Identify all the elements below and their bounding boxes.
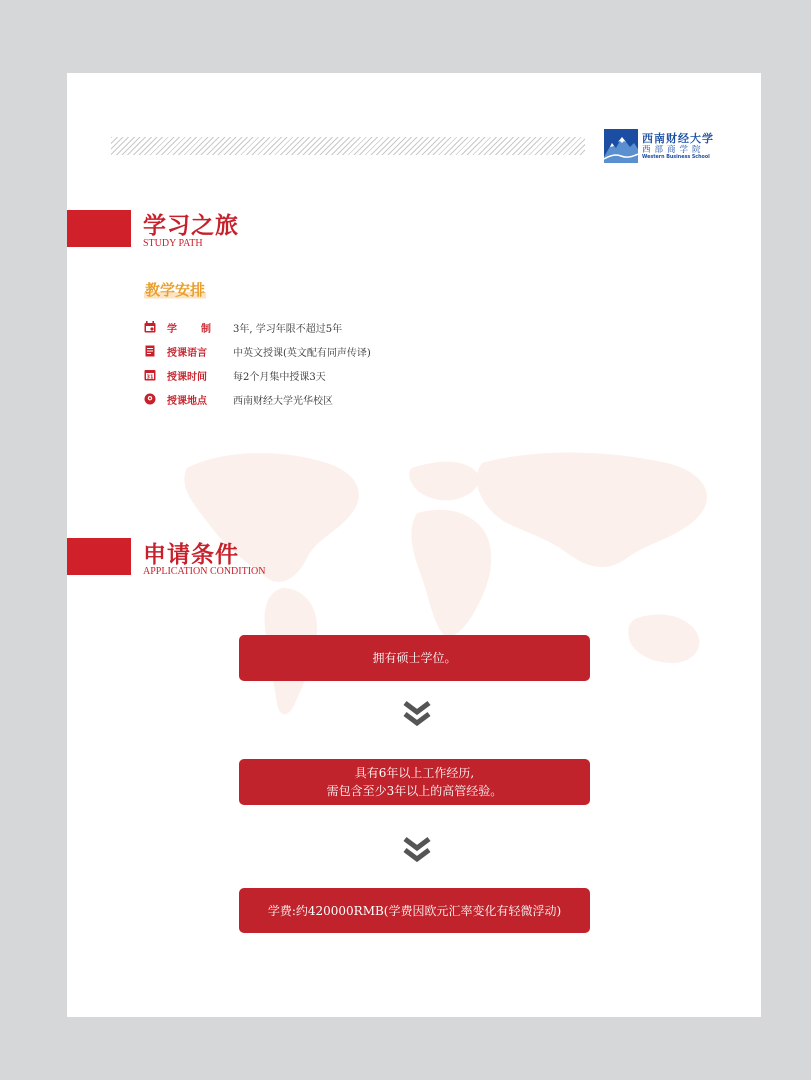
info-label-location: 授课地点 [167,396,207,407]
section-marker-application [67,538,131,575]
info-value-location: 西南财经大学光华校区 [233,396,333,407]
brochure-page [67,73,761,1017]
double-chevron-down-icon [402,699,432,729]
condition-text: 需包含至少3年以上的高管经验。 [326,784,503,798]
decorative-hatch-band [111,137,585,155]
condition-box-degree [239,635,590,681]
info-value-duration: 3年, 学习年限不超过5年 [233,324,343,335]
section-title-study-path: 学习之旅 [143,213,239,239]
teaching-arrangement-heading: 教学安排 [145,281,206,299]
section-subtitle-study-path: STUDY PATH [143,238,203,249]
condition-text: 学费:约420000RMB(学费因欧元汇率变化有轻微浮动) [267,903,562,918]
info-label-duration: 学 制 [167,324,211,335]
info-label-schedule: 授课时间 [167,372,207,383]
condition-text: 拥有硕士学位。 [372,651,457,665]
university-logo [604,129,722,165]
condition-text: 具有6年以上工作经历, [354,766,475,780]
book-icon [144,345,156,357]
logo-school-name: 西部商学院 [642,145,705,155]
calendar-icon [144,321,156,333]
info-value-schedule: 每2个月集中授课3天 [233,372,326,383]
svg-text:31: 31 [146,374,154,381]
section-title-application: 申请条件 [143,542,239,568]
section-marker-study-path [67,210,131,247]
condition-box-experience [239,759,590,805]
logo-university-name: 西南财经大学 [642,132,714,145]
date-icon [144,369,156,381]
mountain-logo-icon [604,129,638,163]
double-chevron-down-icon [402,835,432,865]
section-subtitle-application: APPLICATION CONDITION [143,566,266,577]
info-value-language: 中英文授课(英文配有同声传译) [233,348,371,359]
location-pin-icon [144,393,156,405]
logo-school-english: Western Business School [642,155,710,160]
world-map-watermark [167,438,727,728]
info-label-language: 授课语言 [167,348,207,359]
condition-box-tuition [239,888,590,933]
